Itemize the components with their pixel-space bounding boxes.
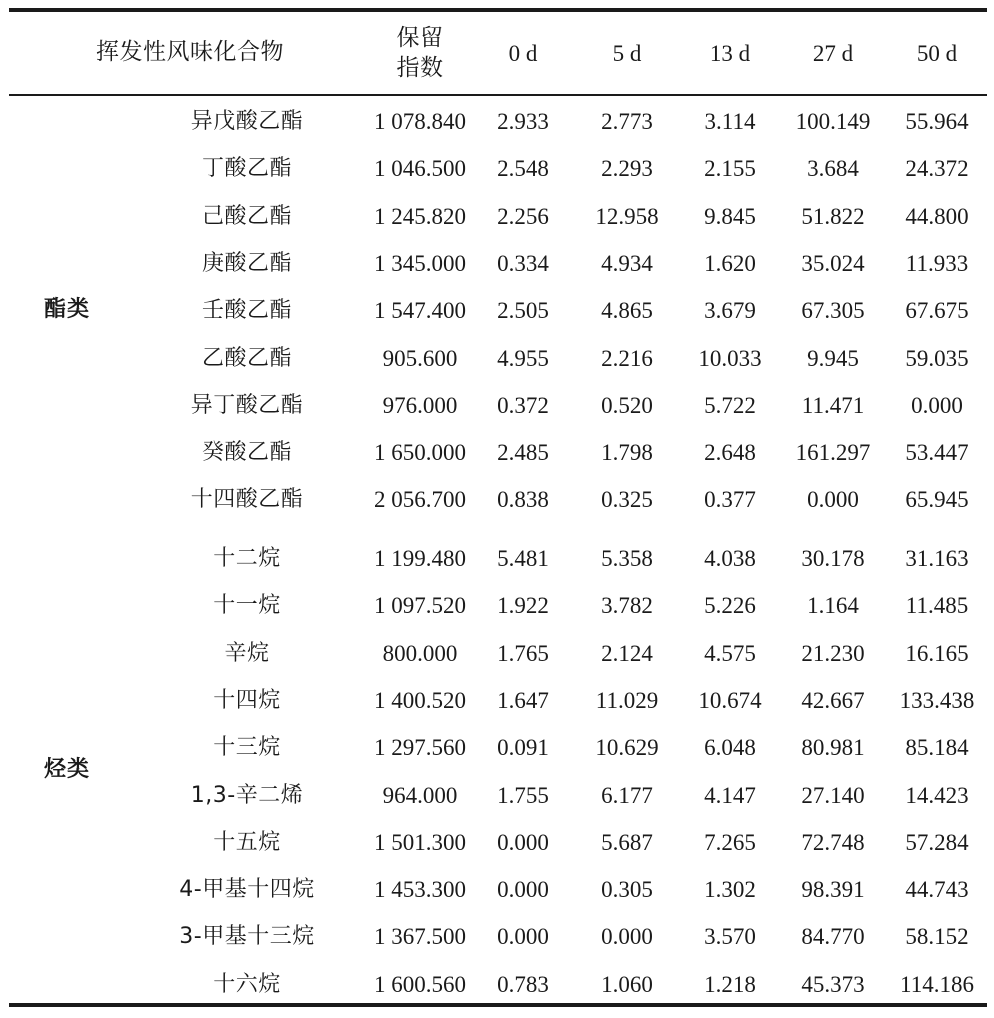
value-cell: 14.423 [905, 782, 969, 808]
value-cell: 72.748 [801, 829, 865, 855]
retention-index-cell: 1 600.560 [374, 971, 466, 997]
value-cell: 1.302 [704, 877, 756, 903]
value-cell: 55.964 [905, 109, 969, 134]
value-cell: 6.177 [601, 782, 653, 808]
value-cell: 42.667 [801, 687, 865, 713]
value-cell: 0.000 [497, 924, 549, 950]
value-cell: 3.114 [704, 109, 756, 134]
compound-name: 癸酸乙酯 [201, 440, 293, 466]
value-cell: 2.773 [601, 109, 653, 134]
compound-name: 庚酸乙酯 [201, 250, 293, 276]
retention-index-cell: 1 297.560 [374, 735, 466, 761]
value-cell: 3.684 [807, 156, 859, 182]
value-cell: 2.485 [497, 440, 549, 466]
header-ri-line1: 保留 [396, 25, 444, 51]
header-day-13: 13 d [709, 41, 751, 66]
value-cell: 11.485 [905, 593, 969, 619]
value-cell: 0.000 [911, 392, 963, 418]
value-cell: 5.687 [601, 829, 653, 855]
value-cell: 11.933 [905, 250, 969, 276]
value-cell: 98.391 [801, 877, 865, 903]
retention-index-cell: 1 501.300 [374, 829, 466, 855]
retention-index-cell: 1 046.500 [374, 156, 466, 182]
value-cell: 133.438 [899, 687, 975, 713]
group-label-hydrocarbons: 烃类 [43, 757, 91, 782]
value-cell: 4.955 [497, 345, 549, 371]
compound-name: 十六烷 [213, 971, 281, 997]
value-cell: 11.471 [801, 392, 865, 418]
compound-name: 乙酸乙酯 [201, 345, 293, 371]
value-cell: 24.372 [905, 156, 969, 182]
value-cell: 2.293 [601, 156, 653, 182]
value-cell: 4.038 [704, 546, 756, 571]
compound-name: 3-甲基十三烷 [179, 924, 315, 950]
table-bottom-rule [9, 1003, 987, 1007]
value-cell: 4.934 [601, 250, 653, 276]
compound-name: 己酸乙酯 [201, 203, 293, 229]
compound-name: 十一烷 [213, 593, 281, 619]
value-cell: 35.024 [801, 250, 865, 276]
value-cell: 1.060 [601, 971, 653, 997]
value-cell: 1.647 [497, 687, 549, 713]
retention-index-cell: 1 245.820 [374, 203, 466, 229]
header-day-27: 27 d [812, 41, 854, 66]
compound-name: 4-甲基十四烷 [179, 877, 315, 903]
value-cell: 0.305 [601, 877, 653, 903]
header-compound: 挥发性风味化合物 [96, 39, 284, 65]
value-cell: 12.958 [595, 203, 659, 229]
value-cell: 44.800 [905, 203, 969, 229]
compound-name: 十四酸乙酯 [190, 487, 304, 513]
value-cell: 1.164 [807, 593, 859, 619]
compound-name: 1,3-辛二烯 [190, 782, 304, 808]
value-cell: 7.265 [704, 829, 756, 855]
value-cell: 45.373 [801, 971, 865, 997]
retention-index-cell: 964.000 [382, 782, 458, 808]
value-cell: 0.000 [807, 487, 859, 513]
value-cell: 161.297 [795, 440, 871, 466]
value-cell: 10.033 [698, 345, 762, 371]
compound-name: 丁酸乙酯 [201, 156, 293, 182]
value-cell: 4.865 [601, 298, 653, 324]
value-cell: 0.000 [601, 924, 653, 950]
value-cell: 58.152 [905, 924, 969, 950]
compound-name: 十三烷 [213, 735, 281, 761]
retention-index-cell: 1 547.400 [374, 298, 466, 324]
value-cell: 30.178 [801, 546, 865, 571]
compound-name: 辛烷 [224, 640, 270, 666]
value-cell: 3.570 [704, 924, 756, 950]
value-cell: 1.755 [497, 782, 549, 808]
table-header-rule [9, 94, 987, 96]
header-day-5: 5 d [612, 41, 642, 66]
value-cell: 67.675 [905, 298, 969, 324]
value-cell: 0.325 [601, 487, 653, 513]
value-cell: 5.358 [601, 546, 653, 571]
value-cell: 2.933 [497, 109, 549, 134]
table-top-rule [9, 8, 987, 12]
value-cell: 9.845 [704, 203, 756, 229]
value-cell: 10.674 [698, 687, 762, 713]
retention-index-cell: 976.000 [382, 392, 458, 418]
value-cell: 0.000 [497, 877, 549, 903]
value-cell: 4.147 [704, 782, 756, 808]
value-cell: 1.765 [497, 640, 549, 666]
value-cell: 59.035 [905, 345, 969, 371]
retention-index-cell: 1 078.840 [374, 109, 466, 134]
value-cell: 2.505 [497, 298, 549, 324]
value-cell: 4.575 [704, 640, 756, 666]
value-cell: 65.945 [905, 487, 969, 513]
compound-name: 十五烷 [213, 829, 281, 855]
value-cell: 57.284 [905, 829, 969, 855]
value-cell: 2.256 [497, 203, 549, 229]
header-ri-line2: 指数 [396, 55, 444, 81]
retention-index-cell: 1 400.520 [374, 687, 466, 713]
value-cell: 53.447 [905, 440, 969, 466]
value-cell: 2.216 [601, 345, 653, 371]
value-cell: 2.648 [704, 440, 756, 466]
retention-index-cell: 1 199.480 [374, 546, 466, 571]
value-cell: 5.722 [704, 392, 756, 418]
value-cell: 80.981 [801, 735, 865, 761]
retention-index-cell: 1 097.520 [374, 593, 466, 619]
value-cell: 0.334 [497, 250, 549, 276]
compound-name: 异丁酸乙酯 [190, 392, 304, 418]
value-cell: 0.000 [497, 829, 549, 855]
value-cell: 31.163 [905, 546, 969, 571]
value-cell: 0.377 [704, 487, 756, 513]
retention-index-cell: 2 056.700 [374, 487, 466, 513]
value-cell: 85.184 [905, 735, 969, 761]
header-day-50: 50 d [916, 41, 958, 66]
retention-index-cell: 1 367.500 [374, 924, 466, 950]
group-label-esters: 酯类 [43, 297, 91, 322]
value-cell: 2.548 [497, 156, 549, 182]
retention-index-cell: 1 650.000 [374, 440, 466, 466]
compound-name: 异戊酸乙酯 [190, 109, 304, 134]
value-cell: 0.091 [497, 735, 549, 761]
compound-name: 十四烷 [213, 687, 281, 713]
value-cell: 1.798 [601, 440, 653, 466]
value-cell: 0.783 [497, 971, 549, 997]
value-cell: 0.372 [497, 392, 549, 418]
value-cell: 6.048 [704, 735, 756, 761]
header-day-0: 0 d [508, 41, 538, 66]
value-cell: 2.155 [704, 156, 756, 182]
value-cell: 114.186 [900, 971, 974, 997]
value-cell: 5.226 [704, 593, 756, 619]
value-cell: 1.922 [497, 593, 549, 619]
value-cell: 10.629 [595, 735, 659, 761]
value-cell: 27.140 [801, 782, 865, 808]
value-cell: 2.124 [601, 640, 653, 666]
value-cell: 0.838 [497, 487, 549, 513]
value-cell: 3.782 [601, 593, 653, 619]
compound-name: 壬酸乙酯 [201, 298, 293, 324]
value-cell: 16.165 [905, 640, 969, 666]
value-cell: 5.481 [497, 546, 549, 571]
value-cell: 9.945 [807, 345, 859, 371]
value-cell: 11.029 [595, 687, 659, 713]
compound-name: 十二烷 [213, 546, 281, 571]
retention-index-cell: 1 453.300 [374, 877, 466, 903]
retention-index-cell: 1 345.000 [374, 250, 466, 276]
value-cell: 67.305 [801, 298, 865, 324]
value-cell: 51.822 [801, 203, 865, 229]
value-cell: 0.520 [601, 392, 653, 418]
value-cell: 44.743 [905, 877, 969, 903]
value-cell: 1.620 [704, 250, 756, 276]
retention-index-cell: 905.600 [382, 345, 458, 371]
value-cell: 1.218 [704, 971, 756, 997]
value-cell: 84.770 [801, 924, 865, 950]
retention-index-cell: 800.000 [382, 640, 458, 666]
value-cell: 100.149 [795, 109, 871, 134]
value-cell: 21.230 [801, 640, 865, 666]
value-cell: 3.679 [704, 298, 756, 324]
